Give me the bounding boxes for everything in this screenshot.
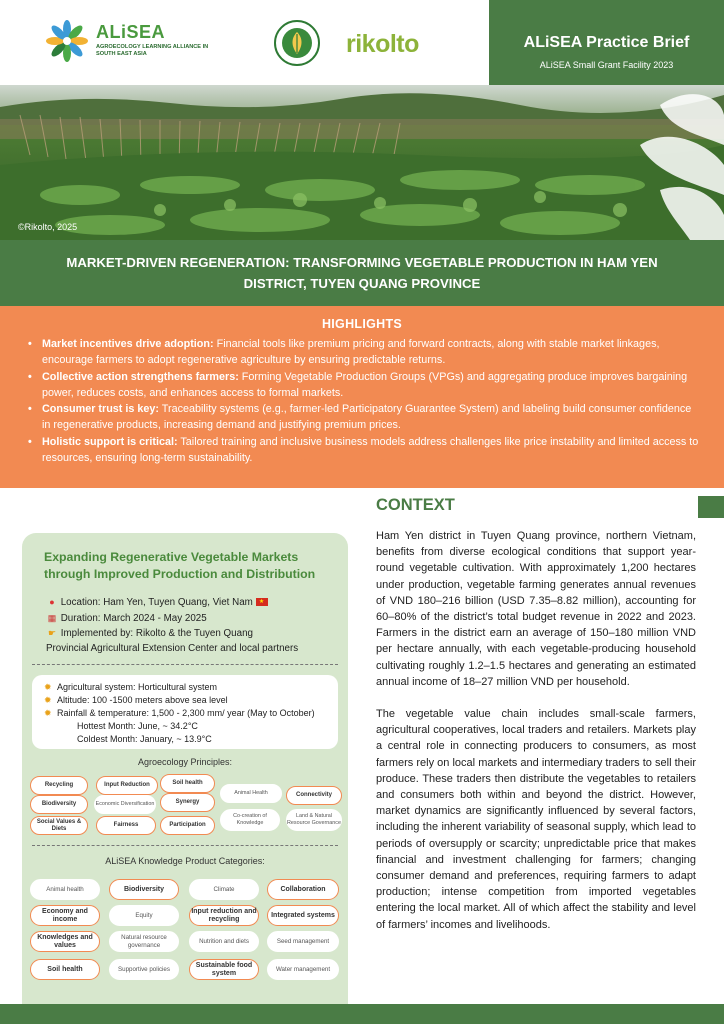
context-body [376,528,696,949]
alisea-name: ALiSEA [96,22,166,42]
location-pin-icon: ● [49,597,55,607]
category-food-system: Sustainable food system [189,959,259,980]
duration-text: Duration: March 2024 - May 2025 [60,612,207,624]
category-economy: Economy and income [30,905,100,926]
principle-fairness: Fairness [96,816,156,835]
panel-title: Expanding Regenerative Vegetable Markets through Improved Production and Distribution [44,550,316,581]
principle-recycling: Recycling [30,776,88,795]
photo-credit: ©Rikolto, 2025 [18,222,78,232]
highlight-text: Tailored training and inclusive business models address challenges like price instability and limited access to resources, ensuring long-term sustainability. [42,435,699,465]
category-input-reduction: Input reduction and recycling [189,905,259,926]
category-collaboration: Collaboration [267,879,339,900]
category-knowledges: Knowledges and values [30,931,100,952]
rikolto-logo: rikolto [346,30,419,58]
principle-co-creation: Co-creation of Knowledge [220,809,280,831]
highlight-item [28,434,700,467]
sun-icon: ✹ [44,708,52,718]
vietnam-flag-icon: ★ [256,598,268,606]
alisea-flower-icon [46,20,88,62]
hand-pointer-icon: ☛ [47,628,57,638]
context-paragraph-1: Ham Yen district in Tuyen Quang province, northern Vietnam, benefits from diverse ecological conditions that support year-round vegetable cultivation. With approximately 1,200 hectares under production, vegetable farming generates annual revenues of VND 180–216 billion (USD 7.35–8.82 million), accounting for 60–80% of the district’s total budget revenue in 2022 and 2023. Farmers in the district earn an average of 150–180 million VND per hectare annually, with each vegetable-producing household cultivating roughly 1.2–1.5 hectares and generating an estimated annual income of 18–27 million VND per household. [376,530,696,688]
context-accent-square [698,496,724,518]
principle-synergy: Synergy [160,793,215,812]
project-info [46,595,346,656]
agri-system-text: Agricultural system: Horticultural system [57,682,218,692]
highlight-item [28,401,700,434]
principle-participation: Participation [160,816,215,835]
category-integrated-systems: Integrated systems [267,905,339,926]
divider [32,845,338,846]
category-seed: Seed management [267,931,339,952]
highlights-section [0,306,724,488]
alisea-tagline: AGROECOLOGY LEARNING ALLIANCE IN SOUTH EAST ASIA [96,44,209,57]
highlight-item [28,369,700,402]
category-governance: Natural resource governance [109,931,179,952]
category-nutrition: Nutrition and diets [189,931,259,952]
implemented-text-2: Provincial Agricultural Extension Center and local partners [46,642,299,654]
brief-main-title: MARKET-DRIVEN REGENERATION: TRANSFORMING VEGETABLE PRODUCTION IN HAM YEN DISTRICT, TUYEN QUANG PROVINCE [66,255,658,291]
principle-soil-health: Soil health [160,774,215,793]
category-equity: Equity [109,905,179,926]
category-policies: Supportive policies [109,959,179,980]
sun-icon: ✹ [44,682,52,692]
principle-animal-health: Animal Health [220,784,282,803]
brief-subtitle: ALiSEA Small Grant Facility 2023 [539,60,674,70]
categories-label: ALiSEA Knowledge Product Categories: [105,856,265,866]
principle-connectivity: Connectivity [286,786,342,805]
vegetable-field-photo [0,85,724,240]
category-climate: Climate [189,879,259,900]
calendar-icon: ▦ [47,612,57,623]
category-biodiversity: Biodiversity [109,879,179,900]
highlight-text: Financial tools like premium pricing and forward contracts, along with stable market linkages, encourage farmers to adopt regenerative agriculture by ensuring predictable returns. [42,338,660,367]
hottest-month-text: Hottest Month: June, ~ 34.2°C [77,721,198,731]
rainfall-text: Rainfall & temperature: 1,500 - 2,300 mm/ year (May to October) [57,708,315,718]
category-soil-health: Soil health [30,959,100,980]
highlight-item [28,336,700,369]
highlights-list [28,336,700,466]
implemented-text-1: Implemented by: Rikolto & the Tuyen Quang [60,628,253,639]
category-animal-health: Animal health [30,879,100,900]
highlight-text: Traceability systems (e.g., farmer-led Participatory Guarantee System) and labeling build consumer confidence in regenerative products, increasing demand and justifying premium prices. [42,403,692,432]
altitude-text: Altitude: 100 -1500 meters above sea level [57,695,228,705]
title-band [0,240,724,306]
highlight-text: Forming Vegetable Production Groups (VPGs) and aggregating produce improves bargaining power, reduces costs, and enhances access to formal markets. [42,370,688,399]
brief-title: ALiSEA Practice Brief [523,34,690,51]
principle-input-reduction: Input Reduction [96,776,158,795]
highlight-lead: Collective action strengthens farmers: [42,370,239,383]
divider [32,664,338,665]
coldest-month-text: Coldest Month: January, ~ 13.9°C [77,734,212,744]
climate-box [32,675,338,749]
sun-icon: ✹ [44,695,52,705]
bottom-bar [0,1004,724,1024]
highlight-lead: Consumer trust is key: [42,403,159,416]
extension-center-seal-icon [274,20,320,66]
project-summary-panel [22,533,348,1004]
highlights-heading: HIGHLIGHTS [321,317,403,331]
context-heading: CONTEXT [376,496,455,514]
location-text: Location: Ham Yen, Tuyen Quang, Viet Nam [60,597,253,608]
practice-brief-box [489,0,724,85]
category-water: Water management [267,959,339,980]
principle-social-values: Social Values & Diets [30,816,88,835]
principles-label: Agroecology Principles: [137,757,233,767]
principle-land-governance: Land & Natural Resource Governance [286,809,342,831]
header [0,0,724,85]
context-paragraph-2: The vegetable value chain includes small-scale farmers, agricultural cooperatives, local traders and retailers. Markets play a central role in connecting producers to consumers, as most farmers rely on local markets and intermediary traders to sell their produce. These traders then distribute the vegetables to retailers and consumers both within and beyond the district. However, market dynamics are significantly influenced by several factors, including the inherent variability of seasonal supply, which lead to periods of oversupply or scarcity; unpredictable price that makes financial and investment challenging for farmers; changing consumer demand and preferences, requiring farmers to adapt production; intense competition from imported vegetables entering the local market. All of which affect the stability and level of farmers’ incomes and livelihoods. [376,708,696,931]
alisea-logo [46,20,209,68]
principle-economic-diversification: Economic Diversification [94,795,156,814]
highlight-lead: Market incentives drive adoption: [42,338,214,350]
principle-biodiversity: Biodiversity [30,795,88,814]
highlight-lead: Holistic support is critical: [42,435,178,448]
